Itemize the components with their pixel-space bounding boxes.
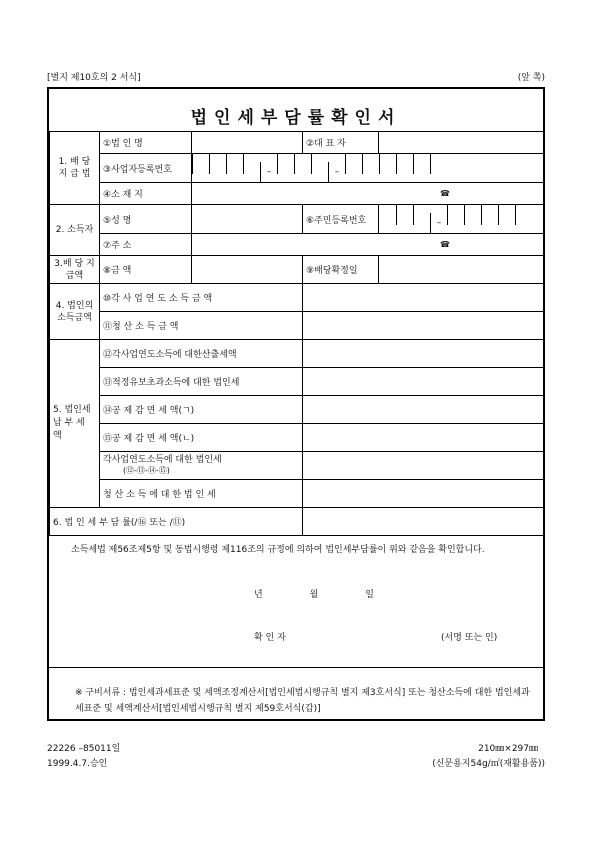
date-day-label: 일 <box>365 590 374 600</box>
form-title: 법인세부담률확인서 <box>190 108 402 128</box>
input-biz-reg-no[interactable] <box>192 154 544 183</box>
label-calculated-tax: ⑫각사업연도소득에 대한산출세액 <box>100 340 303 368</box>
resident-reg-no-boxes: – <box>379 205 532 233</box>
row-tax-reduction-b <box>50 424 544 452</box>
date-year-label: 년 <box>254 590 263 600</box>
row-excess-reserve-tax <box>50 368 544 396</box>
label-biz-reg-no: ③사업자등록번호 <box>100 154 192 183</box>
divider <box>49 667 543 668</box>
label-representative: ②대 표 자 <box>303 132 379 154</box>
input-excess-reserve-tax[interactable] <box>303 368 544 396</box>
footer-paper-size: 210㎜×297㎜ <box>478 744 538 754</box>
label-name: ⑤성 명 <box>100 205 192 234</box>
required-documents-note: ※ 구비서류 : 법인세과세표준 및 세액조정계산서[법인세법시행규칙 별지 제3호서식] 또는 청산소득에 대한 법인세과세표준 및 세액계산서[법인세법시행규칙 별지 제59호서식(갑)] <box>75 688 530 714</box>
label-excess-reserve-tax: ⑬적정유보초과소득에 대한 법인세 <box>100 368 303 396</box>
input-representative[interactable] <box>379 132 544 154</box>
row-address <box>50 183 544 205</box>
row-calculated-tax <box>50 340 544 368</box>
phone-icon: ☎ <box>440 189 450 198</box>
corp-tax-formula: (⑫-⑬-⑭-⑮) <box>123 466 170 475</box>
date-line <box>254 587 374 600</box>
input-residence[interactable] <box>192 234 544 256</box>
input-address[interactable] <box>192 183 544 205</box>
confirmer-label: 확 인 자 <box>254 633 286 643</box>
row-dividend-amount <box>50 256 544 284</box>
input-dividend-date[interactable] <box>379 256 544 284</box>
row-name <box>50 205 544 234</box>
row-liquidation-income <box>50 312 544 340</box>
label-burden-rate: 6. 법 인 세 부 담 률(/⑯ 또는 /⑪) <box>50 508 303 536</box>
label-corp-tax-each-year <box>100 452 303 480</box>
input-tax-reduction-b[interactable] <box>303 424 544 452</box>
form-frame <box>47 87 545 721</box>
label-residence: ⑦주 소 <box>100 234 192 256</box>
confirmation-statement: 소득세법 제56조제5항 및 동법시행령 제116조의 규정에 의하여 법인세부담률이 위와 같음을 확인합니다. <box>71 545 485 555</box>
footer-approval: 1999.4.7.승인 <box>47 759 108 769</box>
biz-reg-no-boxes: – – <box>192 154 447 182</box>
form-table <box>49 131 544 536</box>
section-payer: 1. 배 당 지 급 법 <box>50 132 100 205</box>
label-liquidation-tax: 청 산 소 득 에 대 한 법 인 세 <box>100 480 303 508</box>
label-dividend-date: ⑨배당확정일 <box>303 256 379 284</box>
input-amount[interactable] <box>192 256 303 284</box>
label-address: ④소 재 지 <box>100 183 192 205</box>
phone-icon: ☎ <box>440 240 450 249</box>
label-tax-reduction-a: ⑭공 제 감 면 세 액(ㄱ) <box>100 396 303 424</box>
signature-note: (서명 또는 인) <box>441 633 498 643</box>
footer-paper-type: (신문용지54g/㎡(재활용품)) <box>432 759 545 769</box>
input-liquidation-income[interactable] <box>303 312 544 340</box>
input-liquidation-tax[interactable] <box>303 480 544 508</box>
input-corp-income-each-year[interactable] <box>303 284 544 312</box>
section-income-earner: 2. 소득자 <box>50 205 100 256</box>
section-corp-income: 4. 법인의 소득금액 <box>50 284 100 340</box>
row-corp-income <box>50 284 544 312</box>
section-corp-tax: 5. 법인세 납 부 세 액 <box>50 340 100 508</box>
date-month-label: 월 <box>309 590 319 600</box>
row-burden-rate <box>50 508 544 536</box>
label-corp-name: ①법 인 명 <box>100 132 192 154</box>
label-amount: ⑧금 액 <box>100 256 192 284</box>
row-biz-reg-no <box>50 154 544 183</box>
input-corp-tax-each-year[interactable] <box>303 452 544 480</box>
input-tax-reduction-a[interactable] <box>303 396 544 424</box>
label-resident-reg-no: ⑥주민등록번호 <box>303 205 379 234</box>
form-number: [별지 제10호의 2 서식] <box>47 73 141 83</box>
input-burden-rate[interactable] <box>303 508 544 536</box>
label-liquidation-income: ⑪청 산 소 득 금 액 <box>100 312 303 340</box>
row-liquidation-tax <box>50 480 544 508</box>
row-tax-reduction-a <box>50 396 544 424</box>
input-calculated-tax[interactable] <box>303 340 544 368</box>
input-resident-reg-no[interactable] <box>379 205 544 234</box>
label-corp-income-each-year: ⑩각 사 업 연 도 소 득 금 액 <box>100 284 303 312</box>
section-dividend-payment: 3.배 당 지급액 <box>50 256 100 284</box>
row-corp-name <box>50 132 544 154</box>
input-name[interactable] <box>192 205 303 234</box>
corp-tax-each-year-text: 각사업연도소득에 대한 법인세 <box>103 455 222 465</box>
row-residence <box>50 234 544 256</box>
page-side-label: (앞 쪽) <box>517 73 545 83</box>
row-corp-tax-each-year <box>50 452 544 480</box>
footer-code: 22226 –85011일 <box>47 744 121 754</box>
input-corp-name[interactable] <box>192 132 303 154</box>
label-tax-reduction-b: ⑮공 제 감 면 세 액(ㄴ) <box>100 424 303 452</box>
